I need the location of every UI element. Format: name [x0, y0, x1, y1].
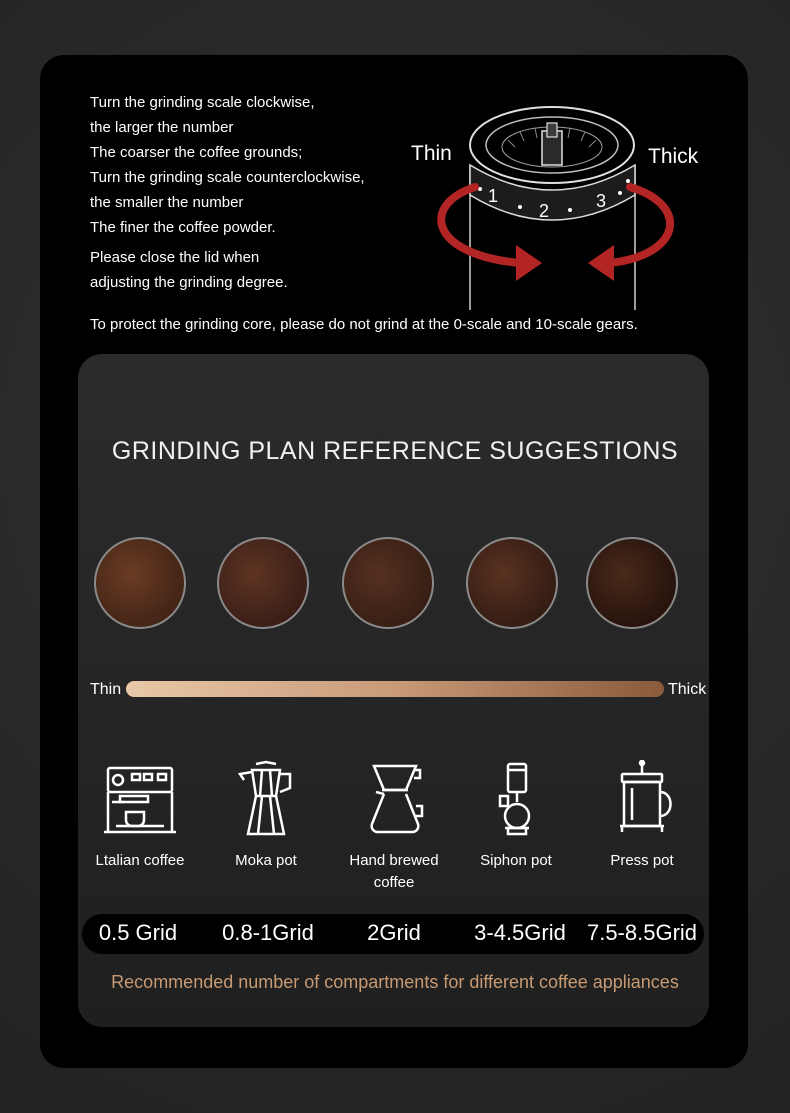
appliance-label-italian-coffee: Ltalian coffee [95, 852, 185, 869]
grinder-shaft-tip [547, 123, 557, 137]
instruction-line: Turn the grinding scale clockwise, [90, 94, 315, 111]
espresso-machine-icon [100, 760, 180, 840]
grid-value-hand-brewed: 2Grid [367, 920, 421, 945]
coffee-ground-sample-3 [342, 537, 434, 629]
grid-value-moka: 0.8-1Grid [222, 920, 314, 945]
instruction-line: The finer the coffee powder. [90, 219, 276, 236]
appliance-label-moka-pot: Moka pot [235, 852, 297, 869]
grid-value-siphon: 3-4.5Grid [474, 920, 566, 945]
dial-thin-label: Thin [411, 142, 452, 165]
grinder-dial-illustration [420, 95, 700, 315]
warning-text: To protect the grinding core, please do not grind at the 0-scale and 10-scale gears. [90, 316, 638, 333]
grid-value-italian: 0.5 Grid [98, 920, 178, 945]
instruction-line: adjusting the grinding degree. [90, 274, 288, 291]
scale-thin-label: Thin [90, 681, 122, 698]
french-press-icon [604, 760, 684, 840]
dial-thick-label: Thick [648, 145, 699, 168]
coffee-ground-sample-4 [466, 537, 558, 629]
dial-number: 3 [596, 191, 607, 211]
instruction-line: the larger the number [90, 119, 234, 136]
dial-number: 1 [488, 186, 499, 206]
instruction-line: the smaller the number [90, 194, 244, 211]
pour-over-icon [354, 760, 434, 840]
coarseness-gradient-bar [126, 681, 664, 697]
arrow-head-left-icon [516, 245, 542, 281]
caption-text: Recommended number of compartments for different coffee appliances [111, 972, 679, 992]
moka-pot-icon [226, 760, 306, 840]
siphon-pot-icon [478, 760, 558, 840]
section-title: GRINDING PLAN REFERENCE SUGGESTIONS [111, 437, 679, 465]
appliance-label-hand-brewed: Hand brewed coffee [349, 852, 439, 891]
appliance-label-siphon-pot: Siphon pot [480, 852, 552, 869]
grid-value-press: 7.5-8.5Grid [586, 920, 698, 945]
arrow-head-right-icon [588, 245, 614, 281]
scale-thick-label: Thick [668, 681, 707, 698]
coffee-ground-sample-5 [586, 537, 678, 629]
instruction-line: Turn the grinding scale counterclockwise, [90, 169, 365, 186]
appliance-label-press-pot: Press pot [610, 852, 674, 869]
instruction-line: The coarser the coffee grounds; [90, 144, 303, 161]
dial-number: 2 [539, 201, 550, 221]
instruction-line: Please close the lid when [90, 249, 260, 266]
coffee-ground-sample-2 [217, 537, 309, 629]
instruction-text [90, 90, 365, 295]
coffee-ground-sample-1 [94, 537, 186, 629]
